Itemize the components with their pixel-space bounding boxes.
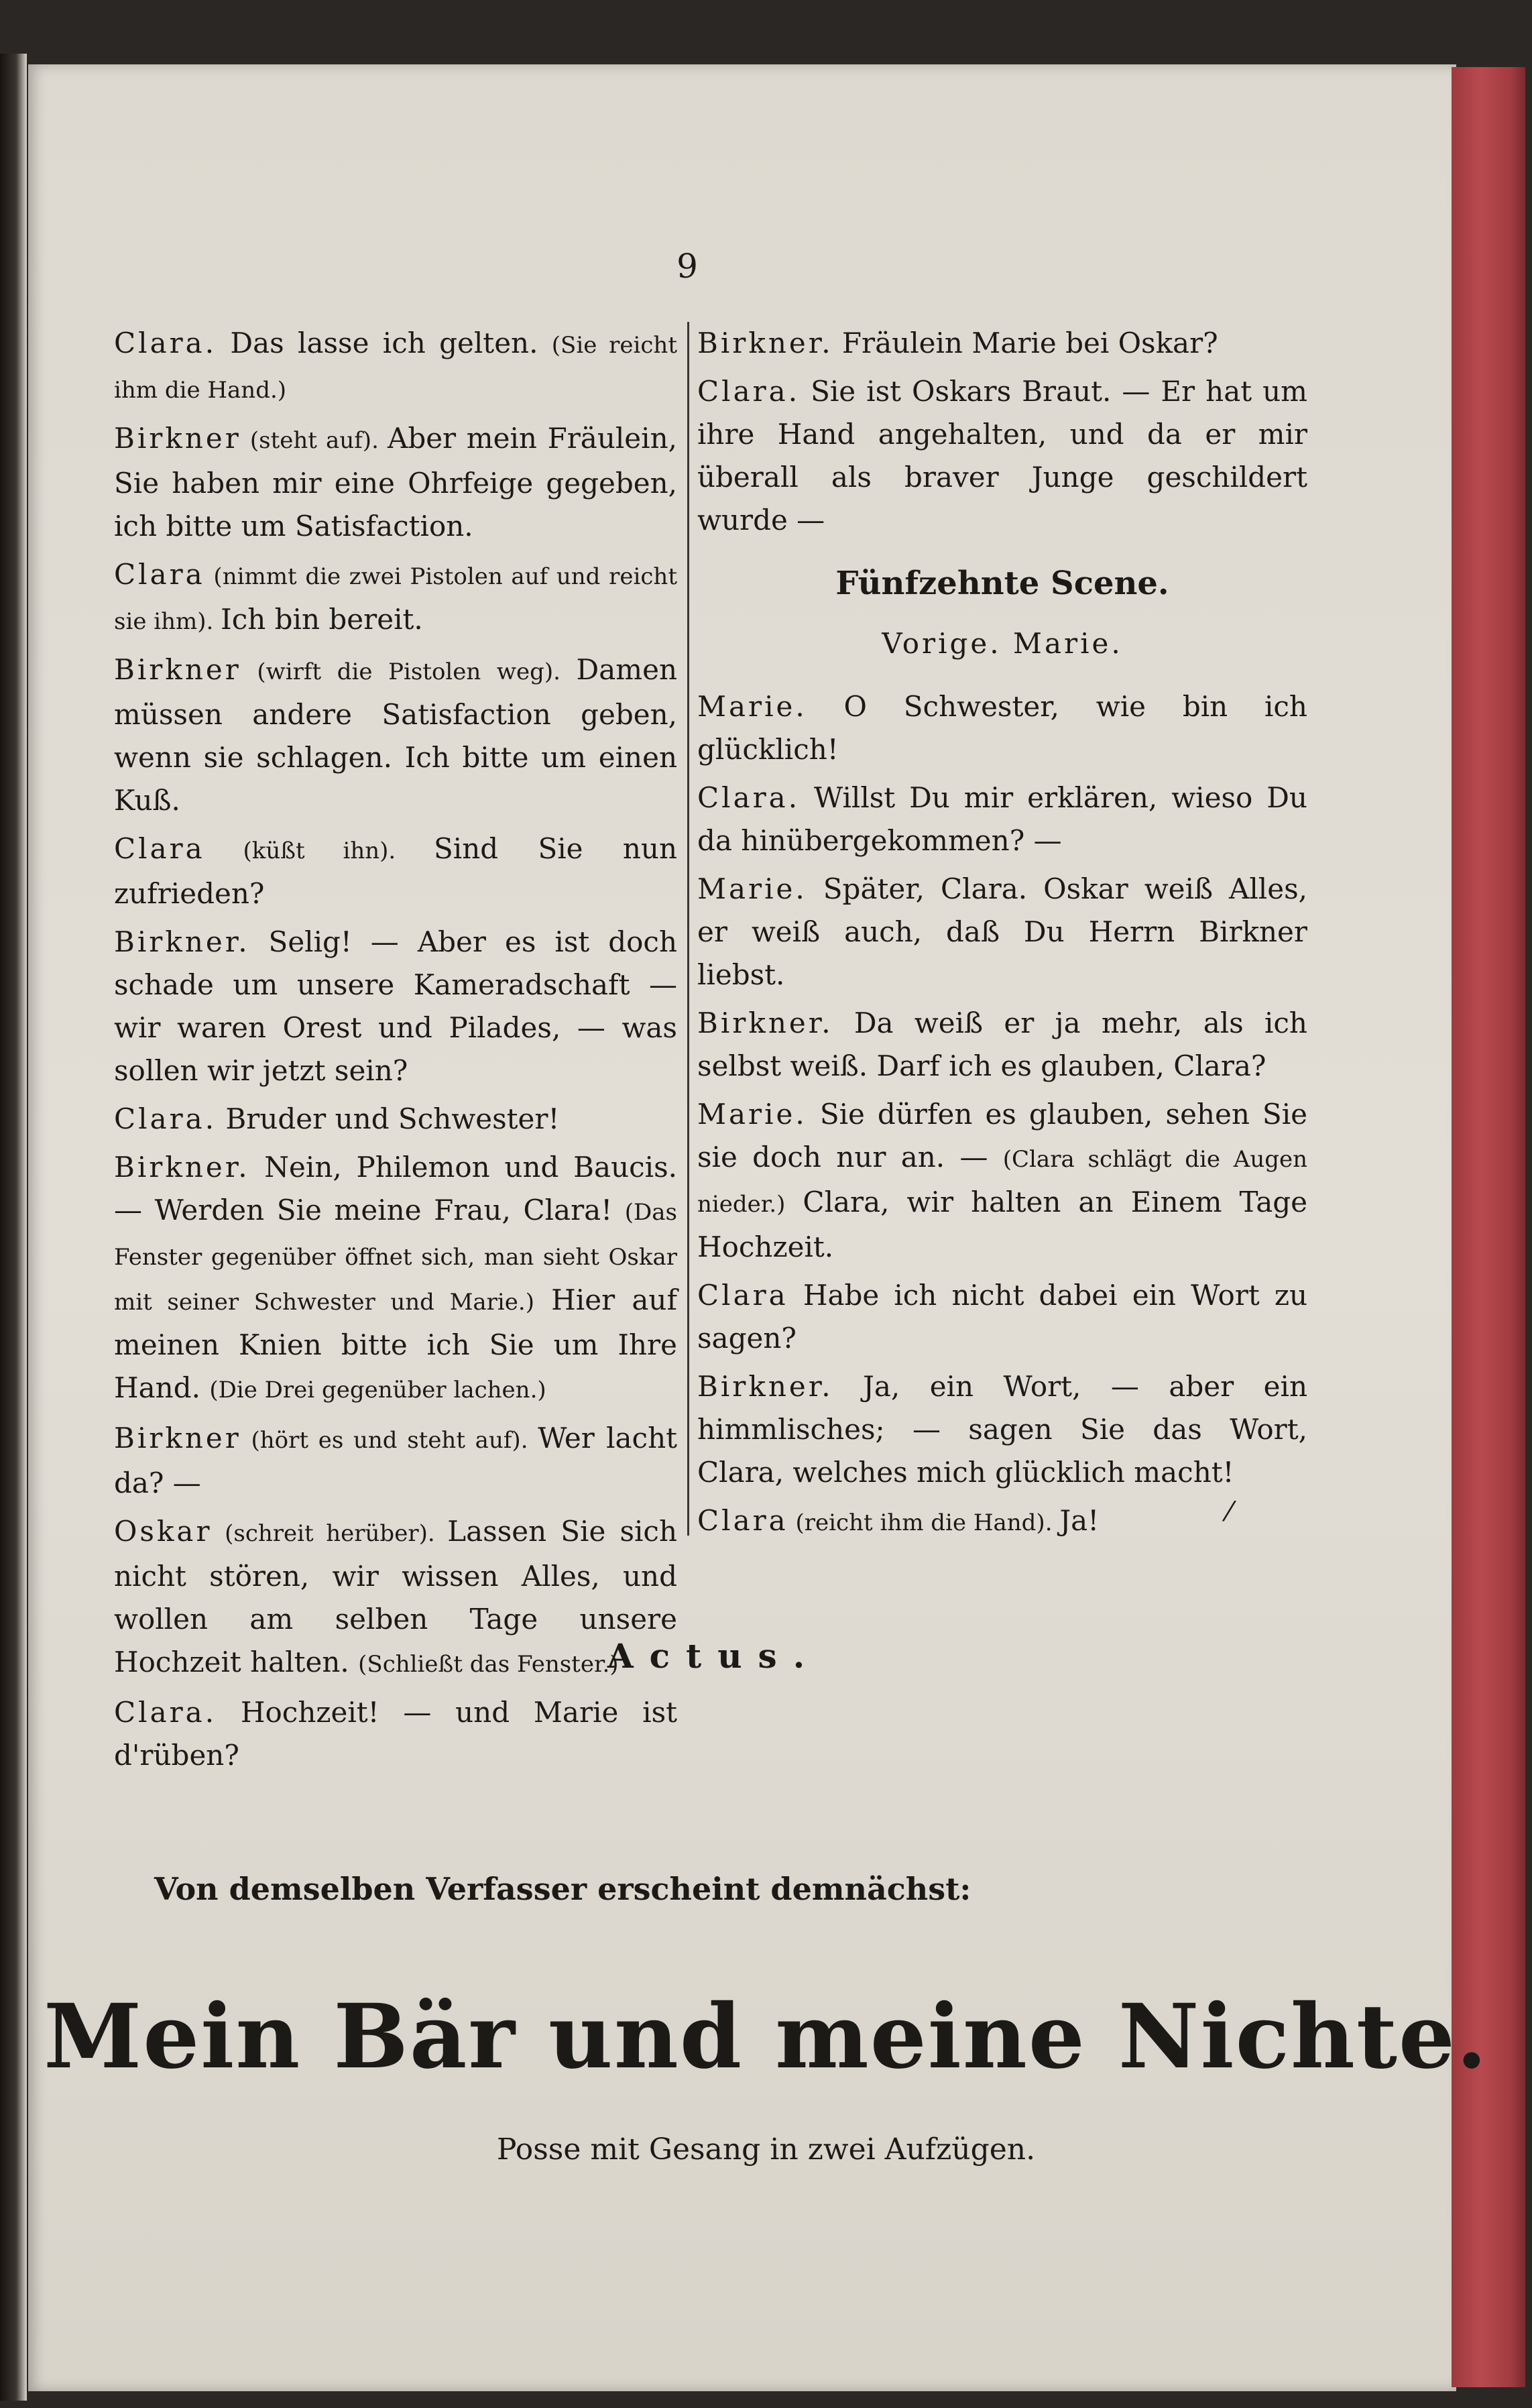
spoken-text: Hochzeit! — und Marie ist d'rüben? xyxy=(114,1696,677,1772)
dialogue-line xyxy=(114,921,677,1092)
stage-direction: (Schließt das Fenster.) xyxy=(358,1651,619,1678)
spoken-text: Ja! xyxy=(1059,1504,1100,1537)
spoken-text: Fräulein Marie bei Oskar? xyxy=(833,327,1218,359)
actus-heading: Actus. xyxy=(607,1636,821,1676)
spoken-text: Habe ich nicht dabei ein Wort zu sagen? xyxy=(697,1279,1307,1355)
spoken-text: Nein, Philemon und Baucis. — Werden Sie meine Frau, Clara! xyxy=(114,1151,677,1226)
dialogue-line xyxy=(697,1274,1307,1360)
dialogue-line xyxy=(114,322,677,412)
dialogue-line xyxy=(114,1417,677,1505)
page-number: 9 xyxy=(676,247,698,286)
spoken-text: Selig! — Aber es ist doch schade um unsere Kameradschaft — wir waren Orest und Pilades, — was sollen wir jetzt sein? xyxy=(114,925,677,1087)
stage-direction: (küßt ihn). xyxy=(204,838,434,864)
right-column xyxy=(697,322,1307,1550)
column-divider xyxy=(687,322,689,1536)
dialogue-line xyxy=(114,648,677,822)
dialogue-line xyxy=(697,1499,1307,1544)
spoken-text: Wer lacht da? — xyxy=(114,1422,678,1499)
speaker-name: Clara. xyxy=(697,781,801,814)
dialogue-line xyxy=(697,1093,1307,1269)
spoken-text: Hier auf meinen Knien bitte ich Sie um Ihre Hand. xyxy=(114,1283,677,1404)
spoken-text: Damen müssen andere Satisfaction geben, wenn sie schlagen. Ich bitte um einen Kuß. xyxy=(114,653,677,817)
spoken-text: Sie ist Oskars Braut. — Er hat um ihre Hand angehalten, und da er mir überall als braver Junge geschildert wurde — xyxy=(697,375,1307,536)
spoken-text: Willst Du mir erklären, wieso Du da hinübergekommen? — xyxy=(697,781,1307,857)
right-column-dialogue-after xyxy=(697,685,1307,1544)
dialogue-line xyxy=(114,417,677,548)
spoken-text: Lassen Sie sich nicht stören, wir wissen Alles, und wollen am selben Tage unsere Hochzeit halten. xyxy=(114,1515,678,1678)
dialogue-line xyxy=(114,827,677,915)
scene-cast: Vorige. Marie. xyxy=(882,627,1123,660)
dialogue-line xyxy=(697,1365,1307,1494)
spoken-text: Aber mein Fräulein, Sie haben mir eine Ohrfeige gegeben, ich bitte um Satisfaction. xyxy=(114,422,677,542)
left-column xyxy=(114,322,677,1782)
speaker-name: Clara xyxy=(697,1279,788,1312)
dialogue-line xyxy=(114,1146,677,1412)
stage-direction: (Das Fenster gegenüber öffnet sich, man sieht Oskar mit seiner Schwester und Marie.) xyxy=(114,1199,677,1316)
spoken-text: Ja, ein Wort, — aber ein himmlisches; — sagen Sie das Wort, Clara, welches mich glücklich macht! xyxy=(697,1370,1307,1489)
dialogue-line xyxy=(697,1002,1307,1088)
speaker-name: Clara. xyxy=(114,1102,217,1135)
spoken-text: Da weiß er ja mehr, als ich selbst weiß. Darf ich es glauben, Clara? xyxy=(697,1007,1307,1082)
speaker-name: Birkner. xyxy=(697,1370,833,1403)
speaker-name: Birkner xyxy=(114,1422,241,1454)
scene-title: Fünfzehnte Scene. xyxy=(835,565,1169,602)
stage-direction: (steht auf). xyxy=(241,427,388,454)
speaker-name: Clara xyxy=(697,1504,788,1537)
stage-direction: (reicht ihm die Hand). xyxy=(788,1509,1060,1536)
stage-direction: (wirft die Pistolen weg). xyxy=(241,658,577,685)
speaker-name: Oskar xyxy=(114,1515,213,1548)
speaker-name: Marie. xyxy=(697,1098,807,1131)
spoken-text: O Schwester, wie bin ich glücklich! xyxy=(697,690,1307,766)
stage-direction: (schreit herüber). xyxy=(212,1520,448,1547)
speaker-name: Clara. xyxy=(114,327,217,359)
spoken-text: Später, Clara. Oskar weiß Alles, er weiß auch, daß Du Herrn Birkner liebst. xyxy=(697,872,1307,991)
speaker-name: Marie. xyxy=(697,690,807,723)
speaker-name: Clara. xyxy=(114,1696,217,1729)
dialogue-line xyxy=(114,1098,677,1141)
speaker-name: Birkner. xyxy=(697,1007,833,1039)
spoken-text: Das lasse ich gelten. xyxy=(217,327,552,359)
spoken-text: Bruder und Schwester! xyxy=(217,1102,560,1135)
pencil-mark-icon: ⁄ xyxy=(1227,1497,1232,1528)
stage-direction: (Sie reicht ihm die Hand.) xyxy=(114,332,677,404)
dialogue-line xyxy=(697,370,1307,542)
speaker-name: Clara xyxy=(114,832,205,865)
speaker-name: Birkner. xyxy=(114,1151,250,1184)
book-subtitle: Posse mit Gesang in zwei Aufzügen. xyxy=(496,2132,1036,2167)
speaker-name: Birkner. xyxy=(697,327,833,359)
spoken-text: Sie dürfen es glauben, sehen Sie sie doch nur an. — xyxy=(697,1098,1307,1173)
dialogue-line xyxy=(114,1691,677,1777)
stage-direction: (nimmt die zwei Pistolen auf und reicht sie ihm). xyxy=(114,563,677,635)
speaker-name: Clara xyxy=(114,558,205,591)
dialogue-line xyxy=(697,868,1307,996)
dialogue-line xyxy=(697,685,1307,771)
stage-direction: (Die Drei gegenüber lachen.) xyxy=(209,1377,546,1403)
speaker-name: Marie. xyxy=(697,872,807,905)
announcement: Von demselben Verfasser erscheint demnächst: xyxy=(154,1871,971,1907)
dialogue-line xyxy=(697,322,1307,365)
speaker-name: Birkner xyxy=(114,422,241,455)
right-column-dialogue-before xyxy=(697,322,1307,542)
speaker-name: Birkner xyxy=(114,653,241,686)
speaker-name: Birkner. xyxy=(114,925,250,958)
spoken-text: Ich bin bereit. xyxy=(221,603,423,636)
dialogue-line xyxy=(697,777,1307,862)
stage-direction: (Clara schlägt die Augen nieder.) xyxy=(697,1146,1307,1218)
spoken-text: Sind Sie nun zufrieden? xyxy=(114,832,677,910)
dialogue-line xyxy=(114,553,677,643)
speaker-name: Clara. xyxy=(697,375,801,408)
stage-direction: (hört es und steht auf). xyxy=(241,1427,538,1454)
spoken-text: Clara, wir halten an Einem Tage Hochzeit. xyxy=(697,1186,1307,1263)
book-title: Mein Bär und meine Nichte. xyxy=(44,1985,1488,2089)
